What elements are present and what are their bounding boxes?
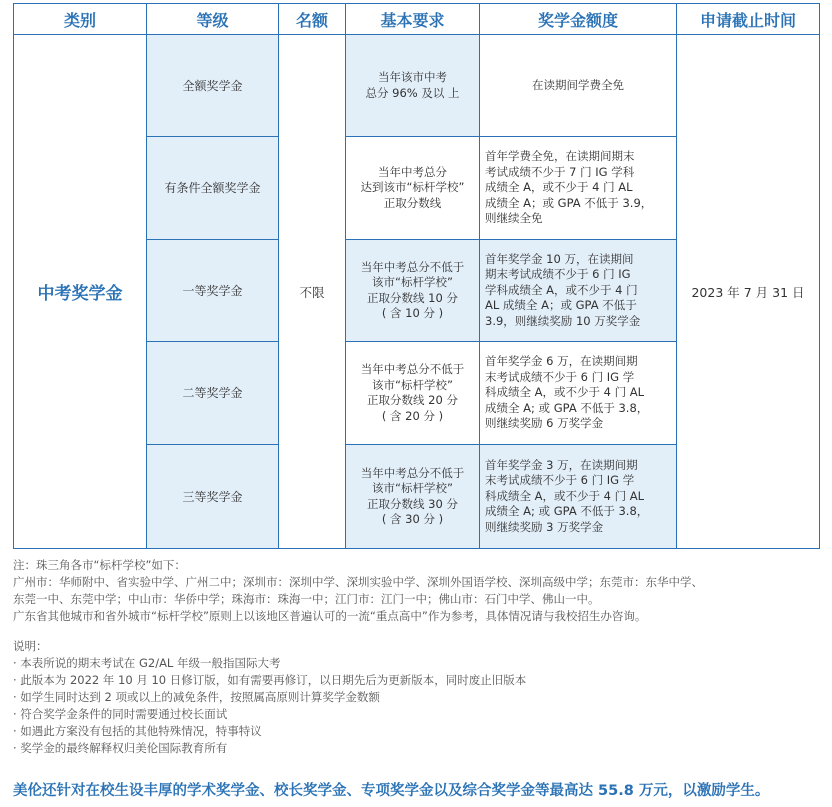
list-item: · 奖学金的最终解释权归美伦国际教育所有	[13, 741, 228, 755]
scholarship-table	[13, 3, 820, 549]
list-item: · 本表所说的期末考试在 G2/AL 年级一般指国际大考	[13, 656, 281, 670]
table-header-row	[14, 4, 820, 35]
slogan-text: 美伦还针对在校生设丰厚的学术奖学金、校长奖学金、专项奖学金以及综合奖学金等最高达 55.8 万元，以激励学生。	[13, 783, 770, 799]
list-item: · 如学生同时达到 2 项或以上的减免条件，按照属高原则计算奖学金数额	[13, 690, 380, 704]
requirement-text: 当年中考总分不低于 该市“标杆学校” 正取分数线 10 分 ( 含 10 分 )	[360, 259, 465, 320]
explain-title: 说明：	[13, 639, 48, 653]
requirement-text: 当年中考总分不低于 该市“标杆学校” 正取分数线 20 分 ( 含 20 分 )	[360, 362, 465, 423]
requirement-text: 当年中考总分 达到该市“标杆学校” 正取分数线	[360, 164, 465, 210]
amount-cell: 首年奖学金 3 万，在读期间期 末考试成绩不少于 6 门 IG 学 科成绩全 A，或不少于 4 门 AL 成绩全 A; 或 GPA 不低于 3.8， 则继续奖励 3 万奖学金	[480, 445, 677, 549]
header-requirement: 基本要求	[346, 4, 480, 35]
header-category: 类别	[14, 4, 147, 35]
requirement-text: 当年该市中考 总分 96% 及以 上	[365, 70, 460, 100]
notes-section	[13, 557, 823, 757]
requirement-cell	[346, 240, 480, 342]
category-cell: 中考奖学金	[14, 35, 147, 549]
requirement-cell	[346, 137, 480, 240]
list-item: · 此版本为 2022 年 10 月 10 日修订版，如有需要再修订，以日期先后为更新版本，同时废止旧版本	[13, 673, 527, 687]
note-line: 广东省其他城市和省外城市“标杆学校”原则上以该地区普遍认可的一流“重点高中”作为参考，具体情况请与我校招生办咨询。	[13, 609, 647, 623]
level-cell: 二等奖学金	[147, 342, 279, 445]
header-deadline: 申请截止时间	[677, 4, 820, 35]
requirement-text: 当年中考总分不低于 该市“标杆学校” 正取分数线 30 分 ( 含 30 分 )	[360, 465, 465, 526]
requirement-cell	[346, 342, 480, 445]
level-cell: 一等奖学金	[147, 240, 279, 342]
header-level: 等级	[147, 4, 279, 35]
level-cell: 有条件全额奖学金	[147, 137, 279, 240]
header-quota: 名额	[279, 4, 346, 35]
note-line: 广州市：华师附中、省实验中学、广州二中；深圳市：深圳中学、深圳实验中学、深圳外国语学校、深圳高级中学；东莞市：东华中学、	[13, 575, 703, 589]
amount-cell: 首年学费全免，在读期间期末 考试成绩不少于 7 门 IG 学科 成绩全 A，或不少于 4 门 AL 成绩全 A；或 GPA 不低于 3.9， 则继续全免	[480, 137, 677, 240]
table-row	[14, 35, 820, 137]
level-cell: 三等奖学金	[147, 445, 279, 549]
note-title: 注：珠三角各市“标杆学校”如下：	[13, 558, 186, 572]
amount-cell: 首年奖学金 10 万，在读期间 期末考试成绩不少于 6 门 IG 学科成绩全 A，或不少于 4 门 AL 成绩全 A；或 GPA 不低于 3.9，则继续奖励 10 万奖学金	[480, 240, 677, 342]
quota-cell: 不限	[279, 35, 346, 549]
list-item: · 符合奖学金条件的同时需要通过校长面试	[13, 707, 228, 721]
requirement-cell	[346, 35, 480, 137]
deadline-cell: 2023 年 7 月 31 日	[677, 35, 820, 549]
header-amount: 奖学金额度	[480, 4, 677, 35]
level-cell: 全额奖学金	[147, 35, 279, 137]
explain-list	[13, 655, 823, 757]
list-item: · 如遇此方案没有包括的其他特殊情况，特事特议	[13, 724, 262, 738]
amount-cell: 首年奖学金 6 万，在读期间期 末考试成绩不少于 6 门 IG 学 科成绩全 A，或不少于 4 门 AL 成绩全 A; 或 GPA 不低于 3.8， 则继续奖励 6 万奖学金	[480, 342, 677, 445]
requirement-cell	[346, 445, 480, 549]
amount-cell: 在读期间学费全免	[480, 35, 677, 137]
note-line: 东莞一中、东莞中学；中山市：华侨中学；珠海市：珠海一中；江门市：江门一中；佛山市：石门中学、佛山一中。	[13, 592, 600, 606]
